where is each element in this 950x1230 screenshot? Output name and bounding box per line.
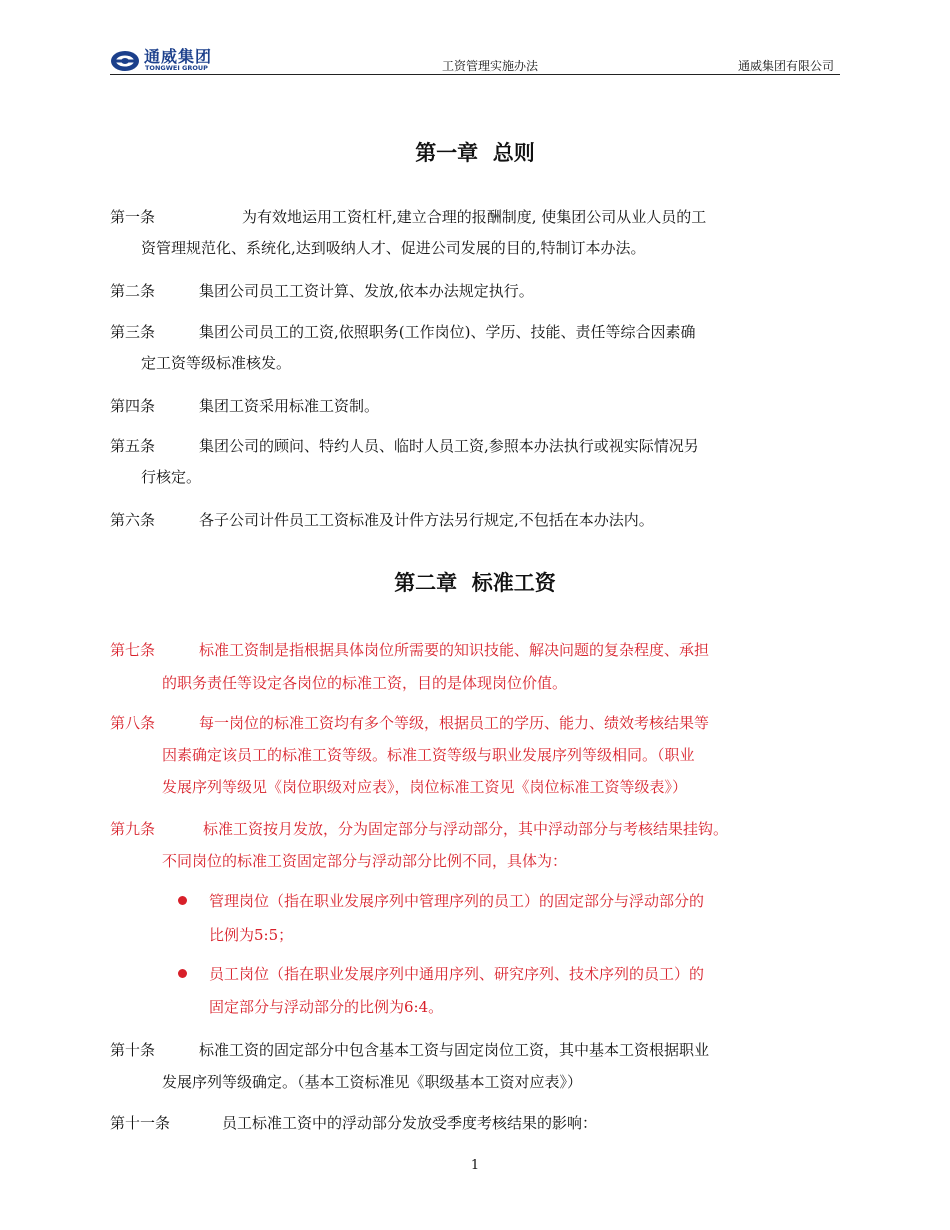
article-label: 第六条 (110, 511, 156, 529)
article-text: 集团公司员工工资计算、发放,依本办法规定执行。 (199, 282, 534, 300)
article-text: 为有效地运用工资杠杆,建立合理的报酬制度, 使集团公司从业人员的工 (242, 208, 707, 226)
article-text: 标准工资的固定部分中包含基本工资与固定岗位工资，其中基本工资根据职业 (199, 1041, 710, 1059)
bullet-text: 比例为5:5； (209, 926, 294, 944)
bullet-text: 固定部分与浮动部分的比例为6:4。 (209, 998, 444, 1016)
article-label: 第十条 (110, 1041, 156, 1059)
article-text: 员工标准工资中的浮动部分发放受季度考核结果的影响： (222, 1114, 598, 1132)
article-text: 集团公司员工的工资,依照职务(工作岗位)、学历、技能、责任等综合因素确 (199, 323, 696, 341)
article-text: 集团公司的顾问、特约人员、临时人员工资,参照本办法执行或视实际情况另 (199, 437, 699, 455)
logo-chinese-text: 通威集团 (144, 47, 213, 66)
header-company-name: 通威集团有限公司 (737, 59, 834, 73)
page-number: 1 (470, 1158, 480, 1173)
article-text: 标准工资制是指根据具体岗位所需要的知识技能、解决问题的复杂程度、承担 (199, 641, 710, 659)
logo-mark-icon (110, 50, 140, 72)
logo-english-text: TONGWEI GROUP (145, 64, 208, 72)
article-text: 的职务责任等设定各岗位的标准工资，目的是体现岗位价值。 (162, 674, 568, 692)
bullet-dot-icon (178, 969, 187, 978)
article-text: 定工资等级标准核发。 (141, 354, 292, 372)
company-logo (110, 46, 220, 74)
bullet-dot-icon (178, 896, 187, 905)
bullet-text: 管理岗位（指在职业发展序列中管理序列的员工）的固定部分与浮动部分的 (209, 892, 705, 910)
article-text: 各子公司计件员工工资标准及计件方法另行规定,不包括在本办法内。 (199, 511, 654, 529)
article-label: 第一条 (110, 208, 156, 226)
chapter-title: 第一章 总则 (415, 141, 535, 165)
article-label: 第五条 (110, 437, 156, 455)
article-text: 发展序列等级见《岗位职级对应表》，岗位标准工资见《岗位标准工资等级表》） (162, 778, 688, 796)
article-text: 因素确定该员工的标准工资等级。标准工资等级与职业发展序列等级相同。（职业 (162, 746, 695, 764)
article-text: 每一岗位的标准工资均有多个等级，根据员工的学历、能力、绩效考核结果等 (199, 714, 710, 732)
article-text: 资管理规范化、系统化,达到吸纳人才、促进公司发展的目的,特制订本办法。 (141, 239, 646, 257)
article-label: 第七条 (110, 641, 156, 659)
bullet-text: 员工岗位（指在职业发展序列中通用序列、研究序列、技术序列的员工）的 (209, 965, 705, 983)
page-header (110, 44, 840, 75)
article-label: 第九条 (110, 820, 156, 838)
article-text: 发展序列等级确定。（基本工资标准见《职级基本工资对应表》） (162, 1073, 583, 1091)
article-text: 标准工资按月发放，分为固定部分与浮动部分，其中浮动部分与考核结果挂钩。 (203, 820, 729, 838)
article-text: 不同岗位的标准工资固定部分与浮动部分比例不同，具体为： (162, 852, 568, 870)
article-label: 第八条 (110, 714, 156, 732)
header-document-title: 工资管理实施办法 (442, 59, 539, 73)
article-label: 第二条 (110, 282, 156, 300)
article-text: 集团工资采用标准工资制。 (199, 397, 380, 415)
article-label: 第三条 (110, 323, 156, 341)
chapter-title: 第二章 标准工资 (394, 571, 556, 595)
article-text: 行核定。 (141, 468, 202, 486)
article-label: 第十一条 (110, 1114, 171, 1132)
article-label: 第四条 (110, 397, 156, 415)
